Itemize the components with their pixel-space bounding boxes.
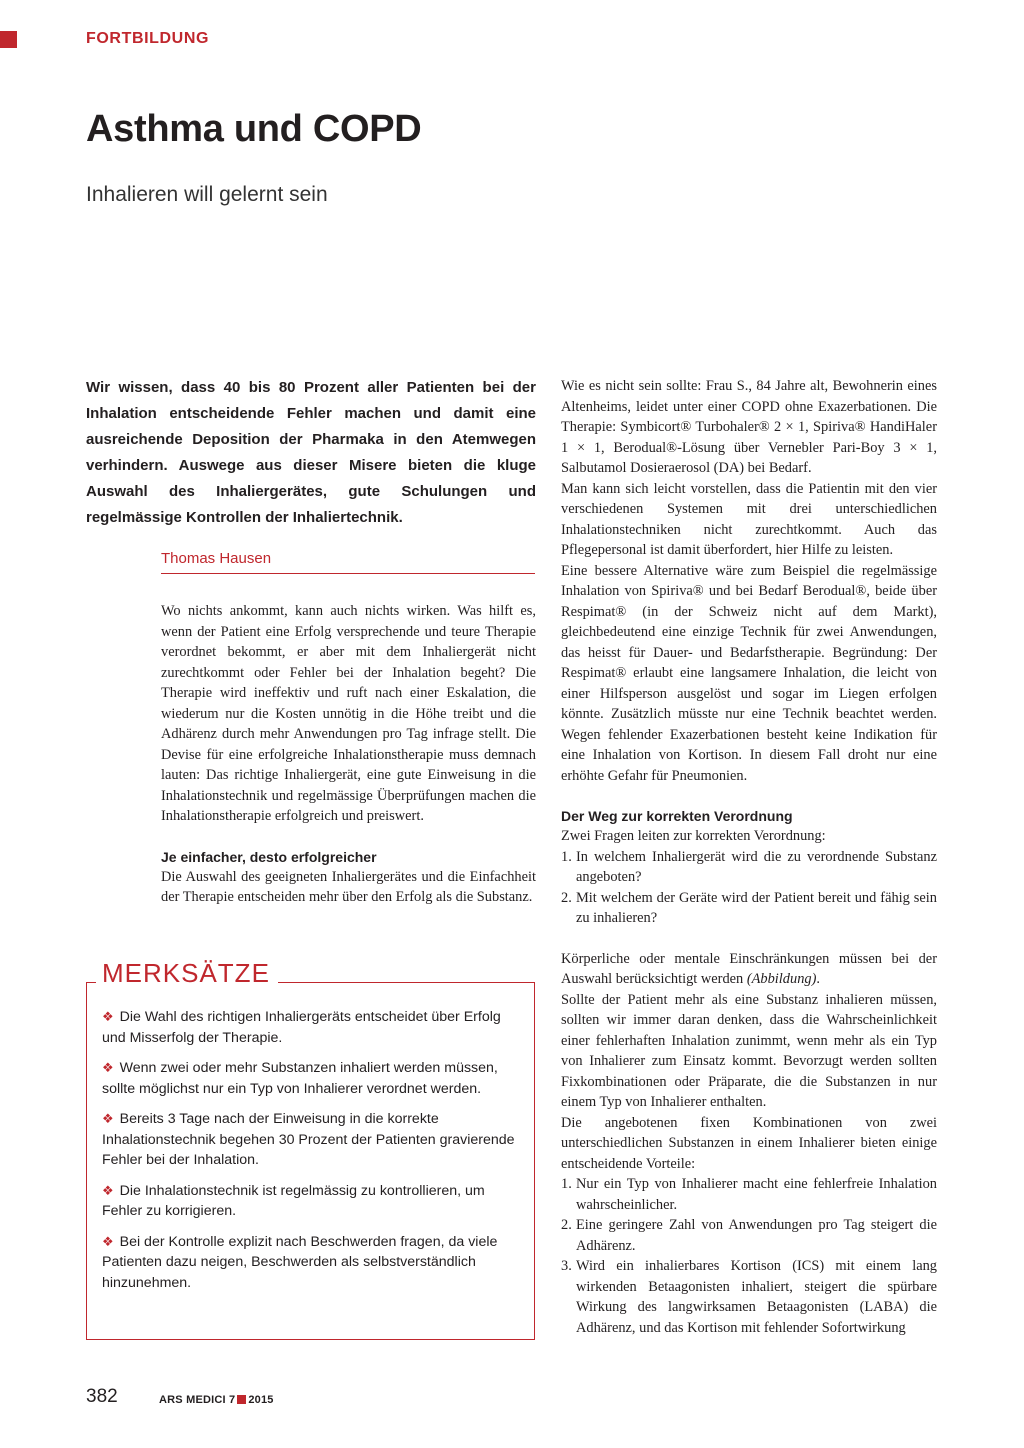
diamond-bullet-icon: ❖ [102,1182,114,1198]
merksatz-text: Die Inhalationstechnik ist regelmässig zu kontrollieren, um Fehler zu korrigieren. [102,1182,485,1219]
journal-footer [159,1394,274,1406]
question-text: Mit welchem der Geräte wird der Patient bereit und fähig sein zu inhalieren? [576,889,937,926]
list-number: 1. [561,848,572,865]
right-section-heading: Der Weg zur korrekten Verordnung [561,808,793,824]
limitations-paragraph [561,949,937,990]
list-number: 2. [561,889,572,906]
advantage-item [561,1174,937,1215]
left-column-body [161,601,536,908]
left-section-heading: Je einfacher, desto erfolgreicher [161,848,377,865]
merksatz-text: Wenn zwei oder mehr Substanzen inhaliert werden müssen, sollte möglichst nur ein Typ von Inhalierer verordnet werden. [102,1060,498,1097]
questions-intro: Zwei Fragen leiten zur korrekten Verordnung: [561,828,826,844]
figure-reference: (Abbildung) [746,971,817,987]
page-number: 382 [86,1386,118,1407]
merksatz-item [102,1109,522,1171]
list-number: 1. [561,1176,572,1192]
article-lead: Wir wissen, dass 40 bis 80 Prozent aller Patienten bei der Inhalation entscheidende Fehler machen und damit eine ausreichende Deposition der Pharmaka in den Atemwegen verhindern. Auswege aus dieser Misere bieten die kluge Auswahl des Inhaliergerätes, gute Schulungen und regelmässige Kontrollen der Inhaliertechnik. [86,379,536,526]
advantages-intro: Die angebotenen fixen Kombinationen von zwei unterschiedlichen Substanzen in einem Inhalierer bieten einige entscheidende Vorteile: [561,1114,937,1172]
advantage-item [561,1215,937,1256]
advantage-item [561,1256,937,1338]
text-span: Körperliche oder mentale Einschränkungen müssen bei der Auswahl berücksichtigt werden [561,950,937,987]
case-paragraph: Wie es nicht sein sollte: Frau S., 84 Jahre alt, Bewohnerin eines Altenheims, leidet unter einer COPD ohne Exazerbationen. Die Therapie: Symbicort® Turbohaler® 2 × 1, Spiriva® HandiHaler 1 × 1, Berodual®-Lösung über Vernebler Pari-Boy 3 × 1, Salbutamol Dosieraerosol (DA) bei Bedarf. [561,378,937,476]
merksaetze-list [102,1007,522,1303]
diamond-bullet-icon: ❖ [102,1233,114,1249]
section-label: FORTBILDUNG [86,30,210,47]
merksatz-item [102,1058,522,1099]
question-item [561,888,937,929]
journal-year: 2015 [248,1394,274,1406]
case-paragraph-2: Man kann sich leicht vorstellen, dass die Patientin mit den vier verschiedenen Systemen mit drei unterschiedlichen Inhalationstechniken nicht zurechtkommt. Auch das Pflegepersonal ist damit überfordert, hier Hilfe zu leisten. [561,480,937,558]
list-number: 2. [561,1217,572,1233]
right-column-body [561,376,937,1338]
combination-paragraph: Sollte der Patient mehr als eine Substanz inhalieren müssen, sollten wir immer daran denken, dass die Wahrscheinlichkeit einer fehlerhaften Inhalation zunimmt, wenn mehr als ein Typ von Inhalierer zum Einsatz kommt. Bevorzugt werden sollten Fixkombinationen oder Präparate, die die Substanzen in nur einem Typ von Inhalierer enthalten. [561,991,937,1110]
intro-paragraph: Wo nichts ankommt, kann auch nichts wirken. Was hilft es, wenn der Patient eine Erfolg versprechende und teure Therapie verordnet bekommt, er aber mit dem Inhaliergerät nicht zurechtkommt oder Fehler bei der Inhalation begeht? Die Therapie wird ineffektiv und ruft nach einer Eskalation, die wiederum nur die Kosten unnötig in die Höhe treibt und die Adhärenz durch mehr Anwendungen pro Tag infrage stellt. Die Devise für eine erfolgreiche Inhalationstherapie muss demnach lauten: Das richtige Inhaliergerät, eine gute Einweisung in die Inhalationstechnik und regelmässige Überprüfungen machen die Inhalationstherapie erfolgreich und preiswert. [161,603,536,824]
merksaetze-heading: MERKSÄTZE [96,956,278,990]
text-span: . [816,971,820,987]
article-subtitle: Inhalieren will gelernt sein [86,183,328,206]
diamond-bullet-icon: ❖ [102,1009,114,1024]
author-name: Thomas Hausen [161,550,535,574]
journal-name: ARS MEDICI 7 [159,1394,236,1406]
question-item [561,847,937,888]
diamond-bullet-icon: ❖ [102,1111,114,1126]
alternative-paragraph: Eine bessere Alternative wäre zum Beispiel die regelmässige Inhalation von Spiriva® und bei Bedarf Berodual®, beide über Respimat® (in der Schweiz nicht auf dem Markt), gleichbedeutend eine einzige Technik für zwei Anwendungen, das heisst für Dauer- und Bedarfstherapie. Begründung: Der Respimat® erlaubt eine langsamere Inhalation, die leicht von einer Hilfsperson ausgelöst und sogar im Liegen erfolgen könnte. Zusätzlich müsste nur eine Technik beachtet werden. Wegen fehlender Exazerbationen besteht keine Indikation für eine Inhalation von Kortison. In diesem Fall droht nur eine erhöhte Gefahr für Pneumonien. [561,562,937,784]
left-paragraph-2: Die Auswahl des geeigneten Inhaliergerätes und die Einfachheit der Therapie entscheiden mehr über den Erfolg als die Substanz. [161,868,536,905]
question-text: In welchem Inhaliergerät wird die zu verordnende Substanz angeboten? [576,848,937,885]
merksatz-item [102,1181,522,1222]
merksatz-item [102,1232,522,1294]
questions-list [561,847,937,929]
advantage-text: Eine geringere Zahl von Anwendungen pro Tag steigert die Adhärenz. [576,1217,937,1254]
merksatz-text: Die Wahl des richtigen Inhaliergeräts entscheidet über Erfolg und Misserfolg der Therapie. [102,1009,501,1046]
footer-square-icon [237,1395,246,1404]
merksatz-text: Bei der Kontrolle explizit nach Beschwerden fragen, da viele Patienten dazu neigen, Beschwerden als selbstverständlich hinzunehmen. [102,1233,498,1291]
advantages-list [561,1174,937,1338]
merksatz-text: Bereits 3 Tage nach der Einweisung in die korrekte Inhalationstechnik begehen 30 Prozent der Patienten gravierende Fehler bei der Inhalation. [102,1111,515,1168]
section-marker [0,31,17,48]
diamond-bullet-icon: ❖ [102,1060,114,1075]
merksatz-item [102,1007,522,1048]
article-title: Asthma und COPD [86,108,422,150]
list-number: 3. [561,1258,572,1274]
advantage-text: Wird ein inhalierbares Kortison (ICS) mit einem lang wirkenden Betaagonisten inhaliert, steigert die spürbare Wirkung des langwirksamen Betaagonisten (LABA) die Adhärenz, und das Kortison mit fehlender Sofortwirkung [576,1258,937,1336]
advantage-text: Nur ein Typ von Inhalierer macht eine fehlerfreie Inhalation wahrscheinlicher. [576,1176,937,1213]
